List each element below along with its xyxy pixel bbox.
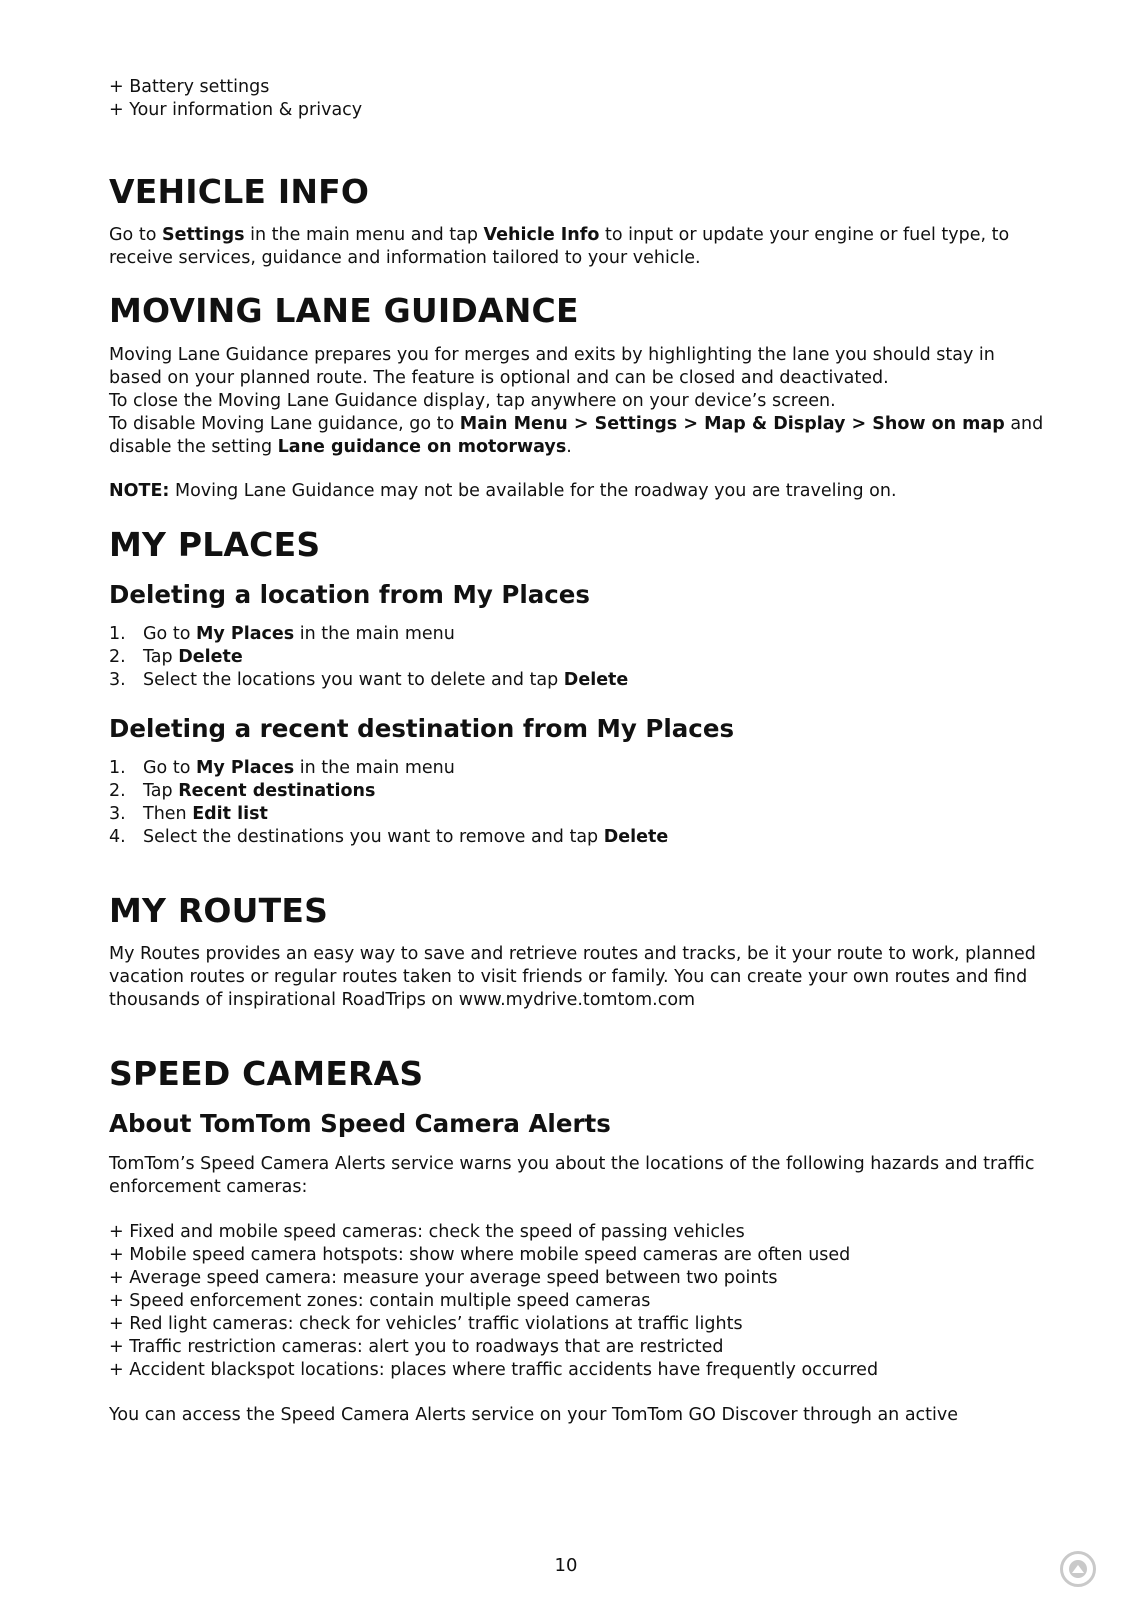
list-item: 3. Then Edit list	[109, 804, 268, 824]
subheading-delete-recent-destination: Deleting a recent destination from My Places	[109, 714, 735, 743]
list-item: + Speed enforcement zones: contain multiple speed cameras	[109, 1291, 651, 1311]
moving-lane-close-instruction: To close the Moving Lane Guidance display, tap anywhere on your device’s screen.	[109, 391, 836, 411]
speed-camera-hazard-list	[109, 1221, 1044, 1382]
delete-location-steps	[109, 623, 1044, 692]
moving-lane-paragraph: Moving Lane Guidance prepares you for merges and exits by highlighting the lane you should stay in based on your planned route. The feature is optional and can be closed and deactivated.	[109, 345, 995, 388]
list-item: + Your information & privacy	[109, 100, 363, 120]
up-arrow-icon	[1072, 1565, 1084, 1573]
list-item: + Average speed camera: measure your average speed between two points	[109, 1268, 778, 1288]
moving-lane-note: NOTE: Moving Lane Guidance may not be available for the roadway you are traveling on.	[109, 481, 897, 501]
list-item: + Battery settings	[109, 77, 270, 97]
list-item: + Red light cameras: check for vehicles’ traffic violations at traffic lights	[109, 1314, 743, 1334]
section-heading-my-routes: MY ROUTES	[109, 891, 329, 930]
speed-camera-intro: TomTom’s Speed Camera Alerts service warns you about the locations of the following hazards and traffic enforcement cameras:	[109, 1154, 1035, 1197]
list-item: 4. Select the destinations you want to remove and tap Delete	[109, 827, 669, 847]
vehicle-info-paragraph: Go to Settings in the main menu and tap Vehicle Info to input or update your engine or fuel type, to receive services, guidance and information tailored to your vehicle.	[109, 225, 1010, 268]
moving-lane-disable-instruction: To disable Moving Lane guidance, go to Main Menu > Settings > Map & Display > Show on map and disable the setting Lane guidance on motorways.	[109, 414, 1044, 457]
speed-camera-access-paragraph: You can access the Speed Camera Alerts service on your TomTom GO Discover through an active	[109, 1405, 959, 1425]
scroll-to-top-icon[interactable]	[1060, 1551, 1096, 1587]
document-page	[109, 76, 1044, 1427]
list-item: + Fixed and mobile speed cameras: check the speed of passing vehicles	[109, 1222, 745, 1242]
list-item: + Mobile speed camera hotspots: show where mobile speed cameras are often used	[109, 1245, 851, 1265]
list-item: 1. Go to My Places in the main menu	[109, 758, 455, 778]
page-number: 10	[554, 1555, 578, 1576]
section-heading-vehicle-info: VEHICLE INFO	[109, 172, 370, 211]
section-heading-speed-cameras: SPEED CAMERAS	[109, 1054, 424, 1093]
list-item: 3. Select the locations you want to delete and tap Delete	[109, 670, 629, 690]
section-heading-my-places: MY PLACES	[109, 525, 321, 564]
subheading-speed-camera-alerts: About TomTom Speed Camera Alerts	[109, 1109, 611, 1138]
section-heading-moving-lane-guidance: MOVING LANE GUIDANCE	[109, 291, 579, 330]
my-routes-paragraph: My Routes provides an easy way to save and retrieve routes and tracks, be it your route to work, planned vacation routes or regular routes taken to visit friends or family. You can create your own routes and find thousands of inspirational RoadTrips on www.mydrive.tomtom.com	[109, 944, 1036, 1010]
list-item: + Traffic restriction cameras: alert you to roadways that are restricted	[109, 1337, 724, 1357]
list-item: + Accident blackspot locations: places where traffic accidents have frequently occurred	[109, 1360, 879, 1380]
settings-list	[109, 76, 1044, 122]
delete-recent-destination-steps	[109, 757, 1044, 849]
subheading-delete-location: Deleting a location from My Places	[109, 580, 590, 609]
list-item: 1. Go to My Places in the main menu	[109, 624, 455, 644]
list-item: 2. Tap Delete	[109, 647, 243, 667]
list-item: 2. Tap Recent destinations	[109, 781, 376, 801]
